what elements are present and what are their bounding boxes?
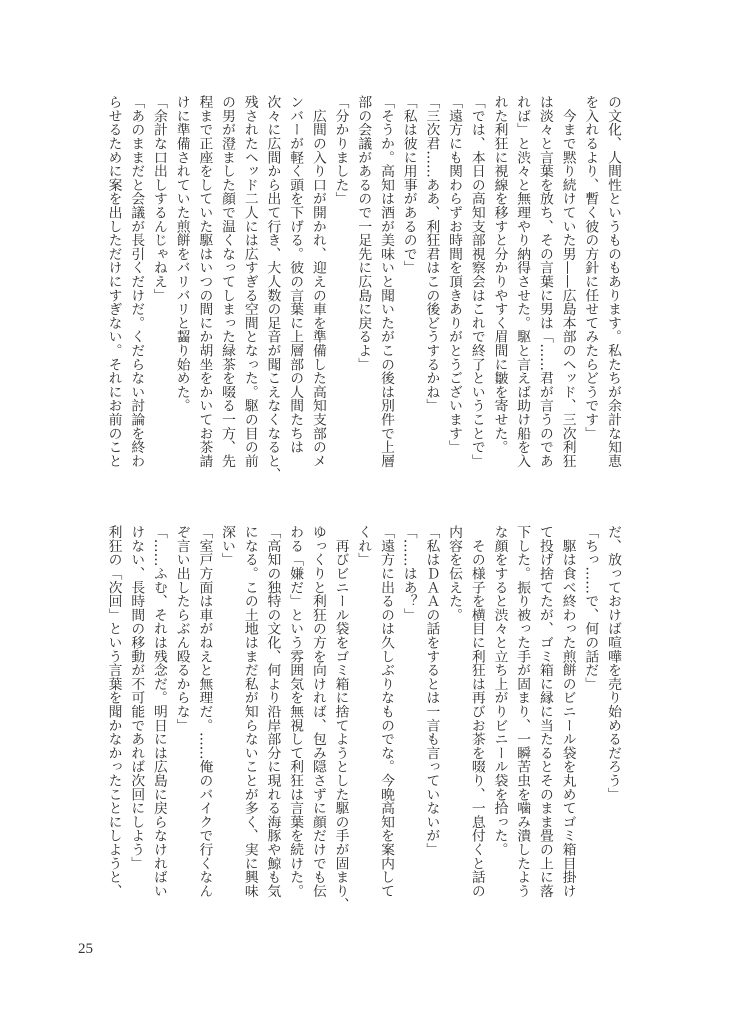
text-line: けない、長時間の移動が不可能であれば次回にしよう」 <box>128 525 145 870</box>
text-line: れた利狂に視線を移すと分かりやすく眉間に皺を寄せた。 <box>491 95 508 454</box>
text-line: らせるために案を出しただけにすぎない。それにお前のこと <box>105 95 122 468</box>
text-line: の男が澄ました顔で温くなってしまった緑茶を啜る一方、先 <box>219 95 236 468</box>
text-line: 「高知の独特の文化、何より沿岸部分に現れる海豚や鯨も気 <box>264 525 281 898</box>
text-line: 広間の入り口が開かれ、迎えの車を準備した高知支部のメ <box>309 95 326 468</box>
text-line: の文化、人間性というものもあります。私たちが余計な知恵 <box>605 95 621 468</box>
text-line: 残されたヘッド二人には広すぎる空間となった。駆の目の前 <box>241 95 258 468</box>
text-line: 駆は食べ終わった煎餅のビニール袋を丸めてゴミ箱目掛け <box>559 525 576 898</box>
text-line: 「遠方に出るのは久しぶりなものでな。今晩高知を案内して <box>377 525 394 898</box>
text-line: 今まで黙り続けていた男——広島本部のヘッド、三次利狂 <box>559 95 576 468</box>
text-line: な顔をすると渋々と立ち上がりビニール袋を拾った。 <box>491 525 508 857</box>
text-line: は淡々と言葉を放ち、その言葉に男は「……君が言うのであ <box>536 95 553 468</box>
text-line: 次々に広間から出て行き、大人数の足音が聞こえなくなると、 <box>264 95 281 482</box>
text-block-upper <box>102 95 624 495</box>
text-line: ぞ言い出したらぶん殴るからな」 <box>173 525 190 732</box>
text-line: 内容を伝えた。 <box>446 525 463 622</box>
text-line: 「あのままだと会議が長引くだけだ。くだらない討論を終わ <box>128 95 145 468</box>
text-line: 下した。振り被った手が固まり、一瞬苦虫を噛み潰したよう <box>514 525 531 898</box>
text-line: 「では、本日の高知支部視察会はこれで終了ということで」 <box>468 95 485 468</box>
text-line: 「私は彼に用事があるので」 <box>400 95 417 275</box>
text-line: わる「嫌だ」という雰囲気を無視して利狂は言葉を続けた。 <box>287 525 304 898</box>
text-line: 「そうか。高知は酒が美味いと聞いたがこの後は別件で上層 <box>377 95 394 468</box>
text-line: 「ちっ……で、何の話だ」 <box>582 525 599 691</box>
text-line: 「余計な口出しするんじゃねえ」 <box>150 95 167 302</box>
text-line: 「分かりました」 <box>332 95 349 206</box>
text-line: 程まで正座をしていた駆はいつの間にか胡坐をかいてお茶請 <box>196 95 213 468</box>
text-line: て投げ捨てたが、ゴミ箱に縁に当たるとそのまま畳の上に落 <box>536 525 553 898</box>
text-line: 利狂の「次回」という言葉を聞かなかったことにしようと、 <box>105 525 122 898</box>
text-line: 再びビニール袋をゴミ箱に捨てようとした駆の手が固まり、 <box>332 525 349 912</box>
text-line: だ、放っておけば喧嘩を売り始めるだろう」 <box>605 525 621 801</box>
text-line: になる。この土地はまだ私が知らないことが多く、実に興味 <box>241 525 258 898</box>
text-line: くれ」 <box>355 525 372 567</box>
page-number: 25 <box>78 941 93 957</box>
text-line: 「……はあ？」 <box>400 525 417 622</box>
text-line: を入れるより、暫く彼の方針に任せてみたらどうです」 <box>582 95 599 440</box>
text-line: 「室戸方面は車がねえと無理だ。……俺のバイクで行くなん <box>196 525 213 898</box>
text-line: 「遠方にも関わらずお時間を頂きありがとうございます」 <box>446 95 463 454</box>
text-line: 深い」 <box>219 525 236 567</box>
text-line: その様子を横目に利狂は再びお茶を啜り、一息付くと話の <box>468 525 485 898</box>
text-line: けに準備されていた煎餅をバリバリと齧り始めた。 <box>173 95 190 413</box>
text-line: 「私はＤＡＡの話をするとは一言も言っていないが」 <box>423 525 440 857</box>
text-line: 部の会議があるので一足先に広島に戻るよ」 <box>355 95 372 371</box>
text-block-lower <box>102 525 624 925</box>
text-line: 「……ふむ、それは残念だ。明日には広島に戻らなければい <box>150 525 167 898</box>
text-line: 「三次君……ああ、利狂君はこの後どうするかね」 <box>423 95 440 413</box>
text-line: ンバーが軽く頭を下げる。彼の言葉に上層部の人間たちは <box>287 95 304 454</box>
text-line: れば」と渋々と無理やり納得させた。駆と言えば助け船を入 <box>514 95 531 468</box>
text-line: ゆっくりと利狂の方を向ければ、包み隠さずに顔だけでも伝 <box>309 525 326 898</box>
